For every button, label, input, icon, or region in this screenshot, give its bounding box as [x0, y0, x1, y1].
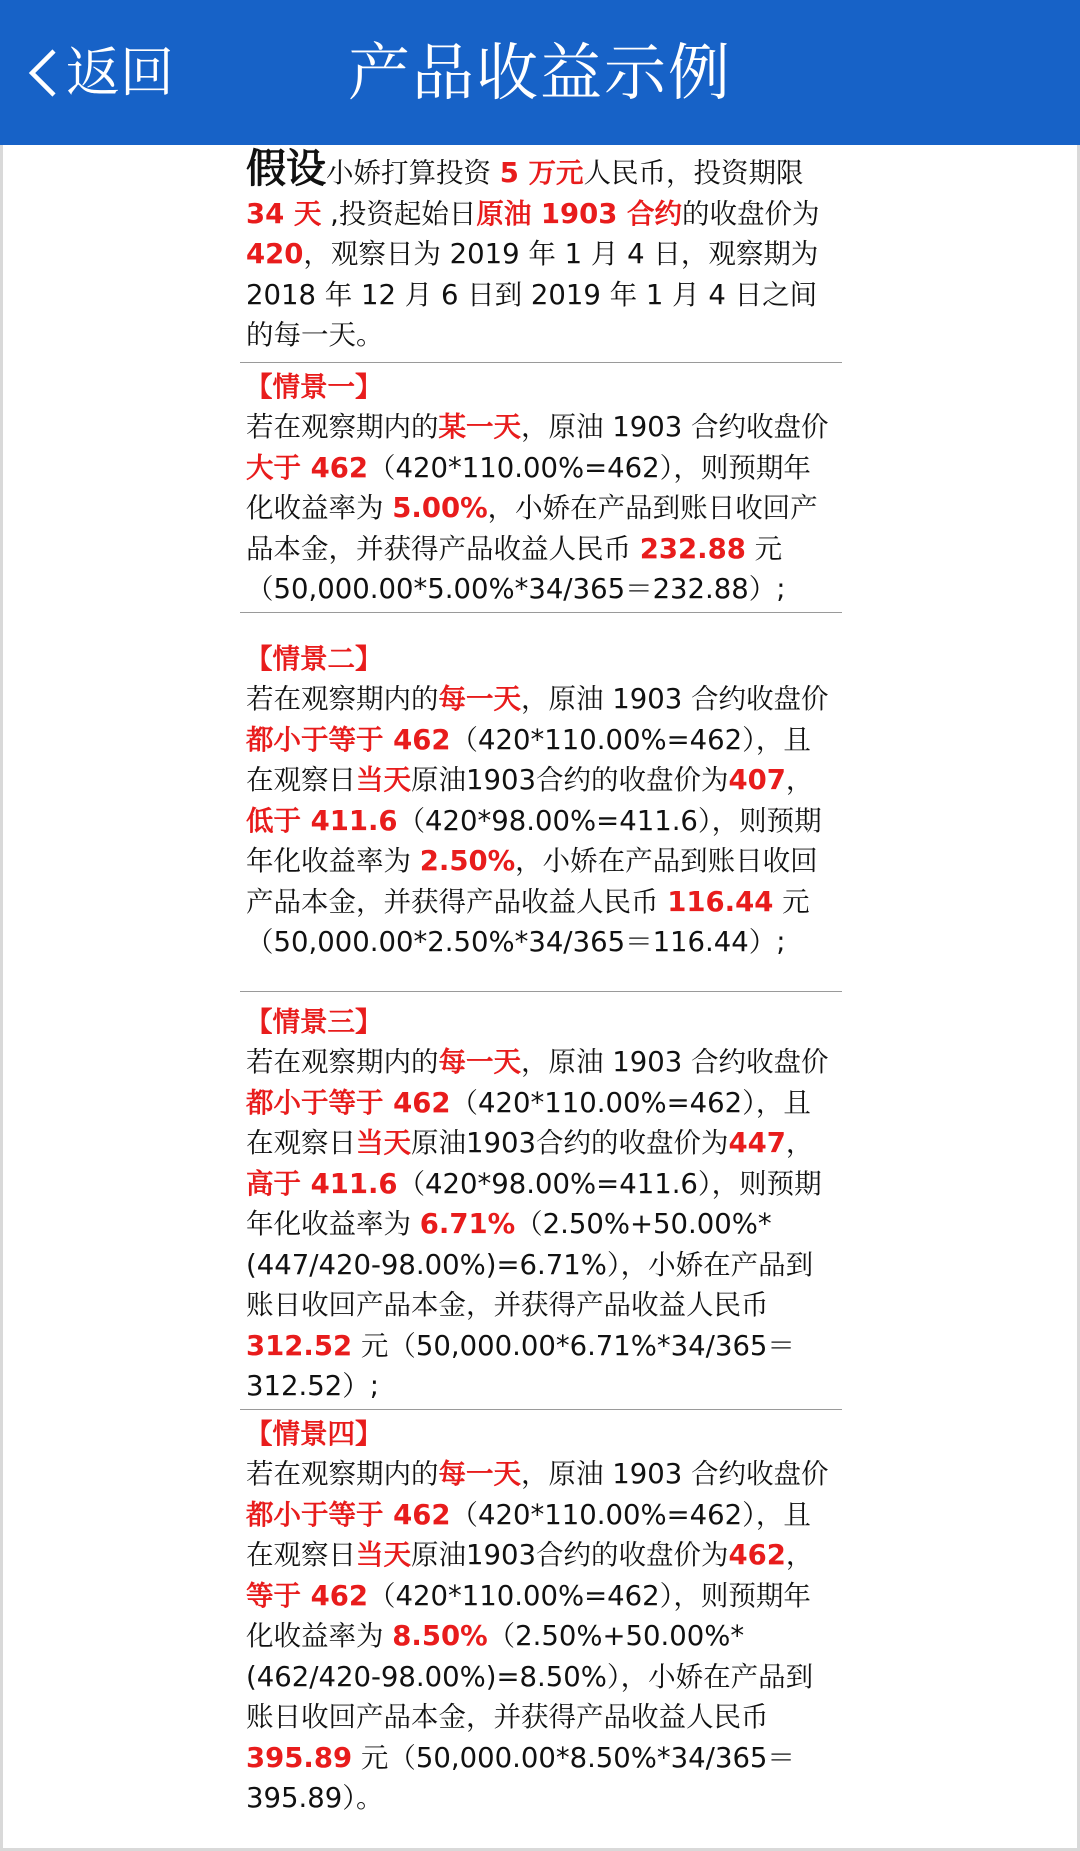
- scenario-income: 232.88: [639, 532, 746, 565]
- scenario-title: 【情景四】: [245, 1417, 383, 1450]
- scenario-title: 【情景三】: [245, 1005, 383, 1038]
- scenario-1: [246, 363, 838, 610]
- scenario-text: 若在观察期内的: [246, 1458, 439, 1490]
- scenario-highlight: 每一天: [438, 1458, 521, 1490]
- scenario-text: ，原油 1903 合约收盘价: [521, 411, 829, 443]
- scenario-text: ，: [785, 1127, 814, 1159]
- investment-term: 34 天: [246, 197, 322, 230]
- scenario-text: 元（50,000.00*6.71%*34/365＝312.52）;: [246, 1329, 795, 1402]
- scenario-highlight: 等于 462: [246, 1579, 368, 1612]
- scenario-text: 若在观察期内的: [246, 1046, 439, 1078]
- scenario-income: 312.52: [246, 1329, 353, 1362]
- scenario-text: ，小娇在产品到账日收回产品本金，并获得产品收益人民币: [246, 492, 818, 565]
- scenario-body: [246, 1042, 838, 1407]
- scenario-text: （420*98.00%=411.6），则预期年化收益率为: [246, 1167, 822, 1240]
- scenario-text: （420*110.00%=462），且在观察日: [246, 723, 811, 796]
- scenario-body: [246, 679, 838, 963]
- scenario-text: （420*110.00%=462），则预期年化收益率为: [246, 451, 811, 524]
- scenario-close-price: 462: [728, 1539, 786, 1571]
- scenario-3: [246, 992, 838, 1407]
- scenario-text: 原油1903合约的收盘价为: [411, 1127, 729, 1159]
- scenario-title: 【情景一】: [245, 370, 383, 403]
- scenario-text: 元（50,000.00*2.50%*34/365＝116.44）;: [246, 885, 810, 958]
- scenario-2: [246, 613, 838, 963]
- scenario-income: 395.89: [246, 1741, 353, 1774]
- scenario-text: ，原油 1903 合约收盘价: [521, 1458, 829, 1490]
- scenario-highlight: 高于 411.6: [246, 1167, 398, 1200]
- scenario-text: （420*110.00%=462），且在观察日: [246, 1086, 811, 1159]
- intro-text: 小娇打算投资: [326, 157, 500, 189]
- scenario-highlight: 当天: [356, 1539, 411, 1571]
- intro-text: 人民币，投资期限: [583, 157, 804, 189]
- scenario-highlight: 每一天: [438, 683, 521, 715]
- scenario-text: 原油1903合约的收盘价为: [411, 1539, 729, 1571]
- scenario-text: ，: [785, 764, 814, 796]
- investment-amount: 5 万元: [499, 157, 584, 189]
- top-nav-bar: [0, 0, 1080, 145]
- scenario-highlight: 某一天: [438, 411, 521, 443]
- scenario-body: [246, 1454, 838, 1819]
- intro-text: ,投资起始日: [321, 197, 477, 230]
- page-title: 产品收益示例: [347, 36, 732, 109]
- scenario-text: 若在观察期内的: [246, 683, 439, 715]
- intro-text: 的收盘价为: [682, 197, 820, 230]
- scenario-body: [246, 407, 838, 610]
- scenario-text: （2.50%+50.00%*(447/420-98.00%)=6.71%），小娇在产品到账日收回产品本金，并获得产品收益人民币: [246, 1208, 814, 1321]
- intro-paragraph: [246, 145, 838, 356]
- scenario-text: （420*110.00%=462），且在观察日: [246, 1498, 811, 1571]
- scenario-close-price: 407: [728, 764, 786, 796]
- scenario-close-price: 447: [728, 1127, 786, 1159]
- scenario-income: 116.44: [667, 885, 774, 918]
- scenario-rate: 8.50%: [392, 1620, 488, 1652]
- scenario-highlight: 都小于等于 462: [246, 723, 451, 756]
- scenario-text: 原油1903合约的收盘价为: [411, 764, 729, 796]
- scenario-text: ，小娇在产品到账日收回产品本金，并获得产品收益人民币: [246, 845, 818, 918]
- scenario-text: （2.50%+50.00%*(462/420-98.00%)=8.50%），小娇在产品到账日收回产品本金，并获得产品收益人民币: [246, 1620, 814, 1733]
- intro-text: ，观察日为 2019 年 1 月 4 日，观察期为2018 年 12 月 6 日到 2019 年 1 月 4 日之间的每一天。: [246, 238, 819, 351]
- start-price: 420: [246, 238, 304, 270]
- intro-lead: 假设: [246, 146, 326, 192]
- scenario-rate: 5.00%: [392, 492, 488, 524]
- scenario-highlight: 每一天: [438, 1046, 521, 1078]
- example-content: [246, 145, 838, 1819]
- scenario-text: （420*110.00%=462），则预期年化收益率为: [246, 1579, 811, 1652]
- back-label: 返回: [66, 41, 174, 104]
- scenario-text: （420*98.00%=411.6），则预期年化收益率为: [246, 804, 822, 877]
- scenario-highlight: 当天: [356, 764, 411, 796]
- scenario-text: 元（50,000.00*5.00%*34/365＝232.88）;: [246, 532, 786, 605]
- scenario-text: 元（50,000.00*8.50%*34/365＝395.89）。: [246, 1741, 795, 1814]
- scenario-text: ，原油 1903 合约收盘价: [521, 1046, 829, 1078]
- scenario-highlight: 都小于等于 462: [246, 1086, 451, 1119]
- scenario-highlight: 低于 411.6: [246, 804, 398, 837]
- scenario-rate: 2.50%: [419, 845, 516, 877]
- scenario-text: ，: [785, 1539, 814, 1571]
- scenario-text: 若在观察期内的: [246, 411, 439, 443]
- scenario-4: [246, 1410, 838, 1819]
- scenario-highlight: 当天: [356, 1127, 411, 1159]
- scenario-rate: 6.71%: [419, 1208, 516, 1240]
- scenario-title: 【情景二】: [245, 642, 383, 675]
- frame-border-left: [0, 145, 3, 1851]
- scenario-highlight: 都小于等于 462: [246, 1498, 451, 1531]
- underlying-contract: 原油 1903 合约: [476, 197, 683, 230]
- scenario-highlight: 大于 462: [246, 451, 368, 484]
- scenario-text: ，原油 1903 合约收盘价: [521, 683, 829, 715]
